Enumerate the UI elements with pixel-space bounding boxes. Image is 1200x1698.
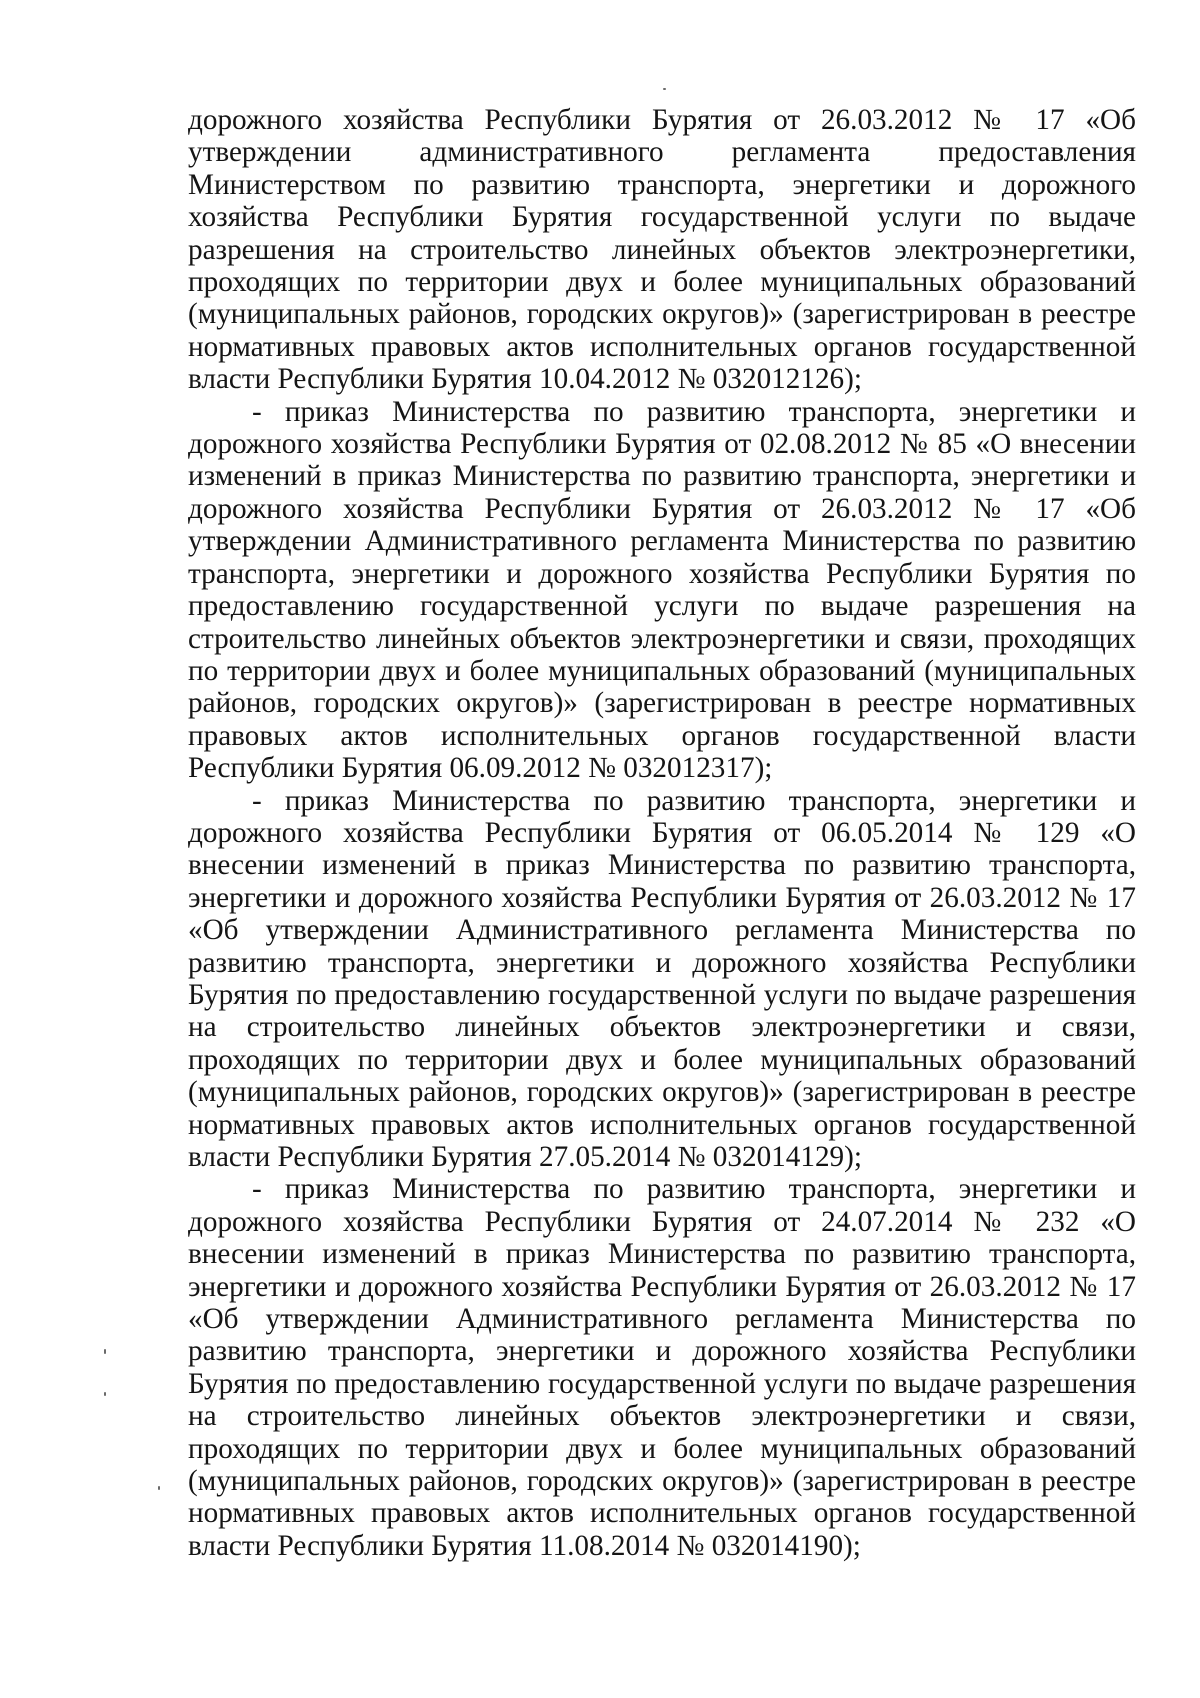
scan-speck [104,1392,106,1396]
document-body [188,104,1136,1562]
paragraph-order-2012-85: - приказ Министерства по развитию транспорта, энергетики и дорожного хозяйства Республики Бурятия от 02.08.2012 № 85 «О внесении изменений в приказ Министерства по развитию транспорта, энергетики и дорожного хозяйства Республики Бурятия от 26.03.2012 № 17 «Об утверждении Административного регламента Министерства по развитию транспорта, энергетики и дорожного хозяйства Республики Бурятия по предоставлению государственной услуги по выдаче разрешения на строительство линейных объектов электроэнергетики и связи, проходящих по территории двух и более муниципальных образований (муниципальных районов, городских округов)» (зарегистрирован в реестре нормативных правовых актов исполнительных органов государственной власти Республики Бурятия 06.09.2012 № 032012317); [188,395,1136,785]
paragraph-continuation: дорожного хозяйства Республики Бурятия от 26.03.2012 № 17 «Об утверждении административного регламента предоставления Министерством по развитию транспорта, энергетики и дорожного хозяйства Республики Бурятия государственной услуги по выдаче разрешения на строительство линейных объектов электроэнергетики, проходящих по территории двух и более муниципальных образований (муниципальных районов, городских округов)» (зарегистрирован в реестре нормативных правовых актов исполнительных органов государственной власти Республики Бурятия 10.04.2012 № 032012126); [188,104,1136,396]
scan-speck [663,88,666,90]
scan-speck [158,1486,160,1490]
paragraph-order-2014-232: - приказ Министерства по развитию транспорта, энергетики и дорожного хозяйства Республики Бурятия от 24.07.2014 № 232 «О внесении изменений в приказ Министерства по развитию транспорта, энергетики и дорожного хозяйства Республики Бурятия от 26.03.2012 № 17 «Об утверждении Административного регламента Министерства по развитию транспорта, энергетики и дорожного хозяйства Республики Бурятия по предоставлению государственной услуги по выдаче разрешения на строительство линейных объектов электроэнергетики и связи, проходящих по территории двух и более муниципальных образований (муниципальных районов, городских округов)» (зарегистрирован в реестре нормативных правовых актов исполнительных органов государственной власти Республики Бурятия 11.08.2014 № 032014190); [188,1173,1136,1562]
paragraph-order-2014-129: - приказ Министерства по развитию транспорта, энергетики и дорожного хозяйства Республики Бурятия от 06.05.2014 № 129 «О внесении изменений в приказ Министерства по развитию транспорта, энергетики и дорожного хозяйства Республики Бурятия от 26.03.2012 № 17 «Об утверждении Административного регламента Министерства по развитию транспорта, энергетики и дорожного хозяйства Республики Бурятия по предоставлению государственной услуги по выдаче разрешения на строительство линейных объектов электроэнергетики и связи, проходящих по территории двух и более муниципальных образований (муниципальных районов, городских округов)» (зарегистрирован в реестре нормативных правовых актов исполнительных органов государственной власти Республики Бурятия 27.05.2014 № 032014129); [188,784,1136,1173]
scan-speck [104,1349,106,1354]
